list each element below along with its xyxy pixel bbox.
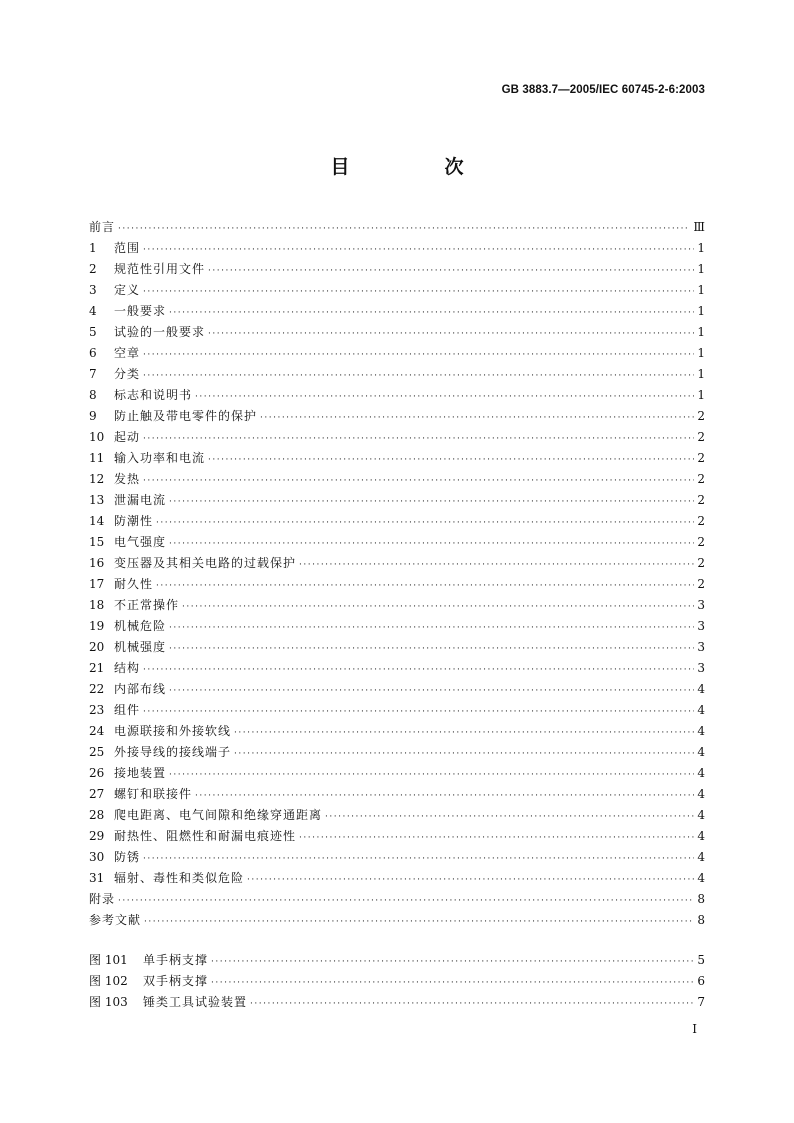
toc-entry-page: 4 xyxy=(697,871,705,885)
toc-leader-dots xyxy=(143,240,694,261)
toc-entry-page: 8 xyxy=(697,892,705,906)
toc-leader-dots xyxy=(156,513,694,534)
toc-entry-page: 2 xyxy=(697,430,705,444)
toc-entry[interactable] xyxy=(89,406,705,427)
toc-entry[interactable] xyxy=(89,322,705,343)
toc-leader-dots xyxy=(143,345,694,366)
toc-entry-number: 29 xyxy=(89,829,105,843)
toc-entry-number: 18 xyxy=(89,598,105,612)
toc-entry-number: 22 xyxy=(89,682,105,696)
toc-leader-dots xyxy=(169,639,694,660)
toc-entry-number: 3 xyxy=(89,283,97,297)
toc-entry-page: 8 xyxy=(697,913,705,927)
figure-list xyxy=(89,950,705,1013)
toc-leader-dots xyxy=(208,450,694,471)
toc-entry-label: 参考文献 xyxy=(89,913,142,927)
toc-entry-label: 附录 xyxy=(89,892,116,906)
toc-entry-page: 1 xyxy=(697,346,705,360)
toc-leader-dots xyxy=(143,366,694,387)
toc-entry-number: 13 xyxy=(89,493,105,507)
toc-entry-number: 17 xyxy=(89,577,105,591)
toc-entry-label: 试验的一般要求 xyxy=(114,325,206,339)
toc-entry-number: 图 102 xyxy=(89,974,128,988)
toc-leader-dots xyxy=(143,702,694,723)
toc-entry-page: 2 xyxy=(697,409,705,423)
toc-entry-label: 机械强度 xyxy=(114,640,167,654)
toc-entry-page: 2 xyxy=(697,451,705,465)
toc-entry-label: 电源联接和外接软线 xyxy=(114,724,232,738)
toc-entry-number: 23 xyxy=(89,703,105,717)
toc-entry-label: 耐久性 xyxy=(114,577,154,591)
toc-entry[interactable] xyxy=(89,469,705,490)
toc-leader-dots xyxy=(144,912,694,933)
toc-entry[interactable] xyxy=(89,868,705,889)
toc-entry-page: 2 xyxy=(697,493,705,507)
toc-entry-page: 2 xyxy=(697,514,705,528)
toc-entry-number: 14 xyxy=(89,514,105,528)
toc-entry-number: 12 xyxy=(89,472,105,486)
toc-entry-number: 图 103 xyxy=(89,995,128,1009)
toc-entry[interactable] xyxy=(89,238,705,259)
toc-entry-page: 4 xyxy=(697,703,705,717)
toc-entry-page: 1 xyxy=(697,367,705,381)
toc-entry-number: 31 xyxy=(89,871,105,885)
toc-entry-number: 图 101 xyxy=(89,953,128,967)
toc-entry-number: 26 xyxy=(89,766,105,780)
toc-leader-dots xyxy=(247,870,694,891)
toc-entry[interactable] xyxy=(89,616,705,637)
toc-entry-label: 组件 xyxy=(114,703,141,717)
page-title: 目 次 xyxy=(330,156,502,178)
toc-entry-number: 25 xyxy=(89,745,105,759)
toc-leader-dots xyxy=(169,765,694,786)
toc-entry[interactable] xyxy=(89,910,705,931)
toc-entry[interactable] xyxy=(89,553,705,574)
toc-entry-label: 防锈 xyxy=(114,850,141,864)
toc-entry-page: 1 xyxy=(697,388,705,402)
toc-leader-dots xyxy=(260,408,694,429)
toc-entry[interactable] xyxy=(89,301,705,322)
toc-entry[interactable] xyxy=(89,427,705,448)
toc-entry-number: 20 xyxy=(89,640,105,654)
toc-entry-page: 4 xyxy=(697,682,705,696)
toc-entry-label: 耐热性、阻燃性和耐漏电痕迹性 xyxy=(114,829,297,843)
toc-entry-page: 1 xyxy=(697,283,705,297)
table-of-contents xyxy=(89,217,705,931)
toc-entry-number: 15 xyxy=(89,535,105,549)
toc-entry-label: 双手柄支撑 xyxy=(143,974,209,988)
toc-leader-dots xyxy=(156,576,694,597)
toc-entry-label: 外接导线的接线端子 xyxy=(114,745,232,759)
toc-leader-dots xyxy=(195,786,694,807)
toc-entry[interactable] xyxy=(89,679,705,700)
toc-entry-page: 4 xyxy=(697,829,705,843)
toc-entry[interactable] xyxy=(89,637,705,658)
toc-leader-dots xyxy=(299,828,694,849)
toc-entry[interactable] xyxy=(89,763,705,784)
toc-leader-dots xyxy=(143,282,694,303)
toc-entry-label: 发热 xyxy=(114,472,141,486)
toc-entry-number: 4 xyxy=(89,304,97,318)
toc-leader-dots xyxy=(250,994,694,1015)
toc-entry[interactable] xyxy=(89,217,705,238)
toc-entry-label: 不正常操作 xyxy=(114,598,180,612)
toc-leader-dots xyxy=(325,807,694,828)
toc-entry-number: 10 xyxy=(89,430,105,444)
toc-entry[interactable] xyxy=(89,847,705,868)
toc-leader-dots xyxy=(195,387,694,408)
toc-entry-label: 机械危险 xyxy=(114,619,167,633)
toc-entry-number: 11 xyxy=(89,451,105,465)
toc-entry[interactable] xyxy=(89,259,705,280)
toc-entry-page: 4 xyxy=(697,766,705,780)
toc-entry-label: 定义 xyxy=(114,283,141,297)
toc-entry-label: 辐射、毒性和类似危险 xyxy=(114,871,245,885)
toc-entry-number: 6 xyxy=(89,346,97,360)
toc-entry-page: 2 xyxy=(697,577,705,591)
toc-entry[interactable] xyxy=(89,742,705,763)
toc-leader-dots xyxy=(118,219,690,240)
toc-entry-number: 8 xyxy=(89,388,97,402)
toc-leader-dots xyxy=(143,471,694,492)
toc-entry-label: 空章 xyxy=(114,346,141,360)
toc-entry-number: 24 xyxy=(89,724,105,738)
toc-entry-label: 变压器及其相关电路的过载保护 xyxy=(114,556,297,570)
toc-entry[interactable] xyxy=(89,826,705,847)
toc-entry-label: 爬电距离、电气间隙和绝缘穿通距离 xyxy=(114,808,323,822)
toc-entry-page: 3 xyxy=(697,661,705,675)
toc-entry[interactable] xyxy=(89,574,705,595)
toc-leader-dots xyxy=(118,891,694,912)
toc-entry[interactable] xyxy=(89,992,705,1013)
toc-entry[interactable] xyxy=(89,385,705,406)
toc-leader-dots xyxy=(169,303,694,324)
toc-entry[interactable] xyxy=(89,448,705,469)
toc-entry-label: 结构 xyxy=(114,661,141,675)
toc-entry-number: 1 xyxy=(89,241,97,255)
toc-entry[interactable] xyxy=(89,532,705,553)
toc-entry-page: 4 xyxy=(697,724,705,738)
toc-entry[interactable] xyxy=(89,280,705,301)
toc-leader-dots xyxy=(143,849,694,870)
toc-entry-page: 2 xyxy=(697,556,705,570)
toc-leader-dots xyxy=(211,952,694,973)
toc-leader-dots xyxy=(234,723,694,744)
toc-entry-page: 4 xyxy=(697,787,705,801)
toc-entry-label: 范围 xyxy=(114,241,141,255)
toc-leader-dots xyxy=(143,660,694,681)
toc-entry-number: 5 xyxy=(89,325,97,339)
toc-entry-label: 一般要求 xyxy=(114,304,167,318)
toc-entry[interactable] xyxy=(89,700,705,721)
toc-entry-page: 2 xyxy=(697,472,705,486)
toc-entry-label: 电气强度 xyxy=(114,535,167,549)
toc-entry-page: 1 xyxy=(697,325,705,339)
toc-entry[interactable] xyxy=(89,364,705,385)
toc-entry[interactable] xyxy=(89,343,705,364)
toc-entry-number: 21 xyxy=(89,661,105,675)
toc-entry-label: 标志和说明书 xyxy=(114,388,193,402)
toc-entry[interactable] xyxy=(89,971,705,992)
toc-entry-number: 2 xyxy=(89,262,97,276)
toc-entry[interactable] xyxy=(89,658,705,679)
toc-leader-dots xyxy=(169,534,694,555)
toc-entry-page: 6 xyxy=(697,974,705,988)
toc-entry[interactable] xyxy=(89,595,705,616)
toc-entry-page: 2 xyxy=(697,535,705,549)
toc-entry-number: 30 xyxy=(89,850,105,864)
toc-leader-dots xyxy=(234,744,694,765)
toc-entry-page: 4 xyxy=(697,808,705,822)
toc-entry-label: 螺钉和联接件 xyxy=(114,787,193,801)
toc-entry-page: 4 xyxy=(697,745,705,759)
toc-entry-number: 9 xyxy=(89,409,97,423)
toc-entry-page: 7 xyxy=(697,995,705,1009)
toc-entry-page: 1 xyxy=(697,262,705,276)
toc-entry[interactable] xyxy=(89,784,705,805)
toc-entry-number: 16 xyxy=(89,556,105,570)
toc-leader-dots xyxy=(208,261,694,282)
toc-entry-page: 4 xyxy=(697,850,705,864)
toc-entry-label: 接地装置 xyxy=(114,766,167,780)
toc-leader-dots xyxy=(208,324,694,345)
toc-entry-page: 5 xyxy=(697,953,705,967)
toc-entry-label: 单手柄支撑 xyxy=(143,953,209,967)
toc-entry-number: 28 xyxy=(89,808,105,822)
footer-page-number: I xyxy=(692,1022,697,1036)
toc-entry[interactable] xyxy=(89,490,705,511)
toc-entry-label: 分类 xyxy=(114,367,141,381)
toc-leader-dots xyxy=(182,597,694,618)
toc-leader-dots xyxy=(169,492,694,513)
toc-entry-page: 1 xyxy=(697,304,705,318)
toc-entry[interactable] xyxy=(89,950,705,971)
toc-leader-dots xyxy=(169,681,694,702)
toc-entry-label: 防止触及带电零件的保护 xyxy=(114,409,258,423)
toc-entry-number: 7 xyxy=(89,367,97,381)
toc-entry-label: 规范性引用文件 xyxy=(114,262,206,276)
toc-entry-page: Ⅲ xyxy=(693,220,705,234)
toc-entry-page: 3 xyxy=(697,640,705,654)
toc-entry-number: 27 xyxy=(89,787,105,801)
toc-entry-label: 输入功率和电流 xyxy=(114,451,206,465)
toc-entry[interactable] xyxy=(89,511,705,532)
toc-entry-page: 3 xyxy=(697,598,705,612)
toc-entry-page: 3 xyxy=(697,619,705,633)
toc-entry-label: 泄漏电流 xyxy=(114,493,167,507)
standard-code: GB 3883.7—2005/IEC 60745-2-6:2003 xyxy=(501,84,705,96)
toc-entry[interactable] xyxy=(89,805,705,826)
toc-leader-dots xyxy=(143,429,694,450)
toc-entry-page: 1 xyxy=(697,241,705,255)
toc-leader-dots xyxy=(169,618,694,639)
toc-entry-label: 前言 xyxy=(89,220,116,234)
toc-entry[interactable] xyxy=(89,721,705,742)
toc-entry-label: 防潮性 xyxy=(114,514,154,528)
toc-leader-dots xyxy=(211,973,694,994)
toc-entry-label: 锤类工具试验装置 xyxy=(143,995,248,1009)
toc-entry-label: 起动 xyxy=(114,430,141,444)
toc-entry-number: 19 xyxy=(89,619,105,633)
toc-leader-dots xyxy=(299,555,694,576)
toc-entry[interactable] xyxy=(89,889,705,910)
toc-entry-label: 内部布线 xyxy=(114,682,167,696)
